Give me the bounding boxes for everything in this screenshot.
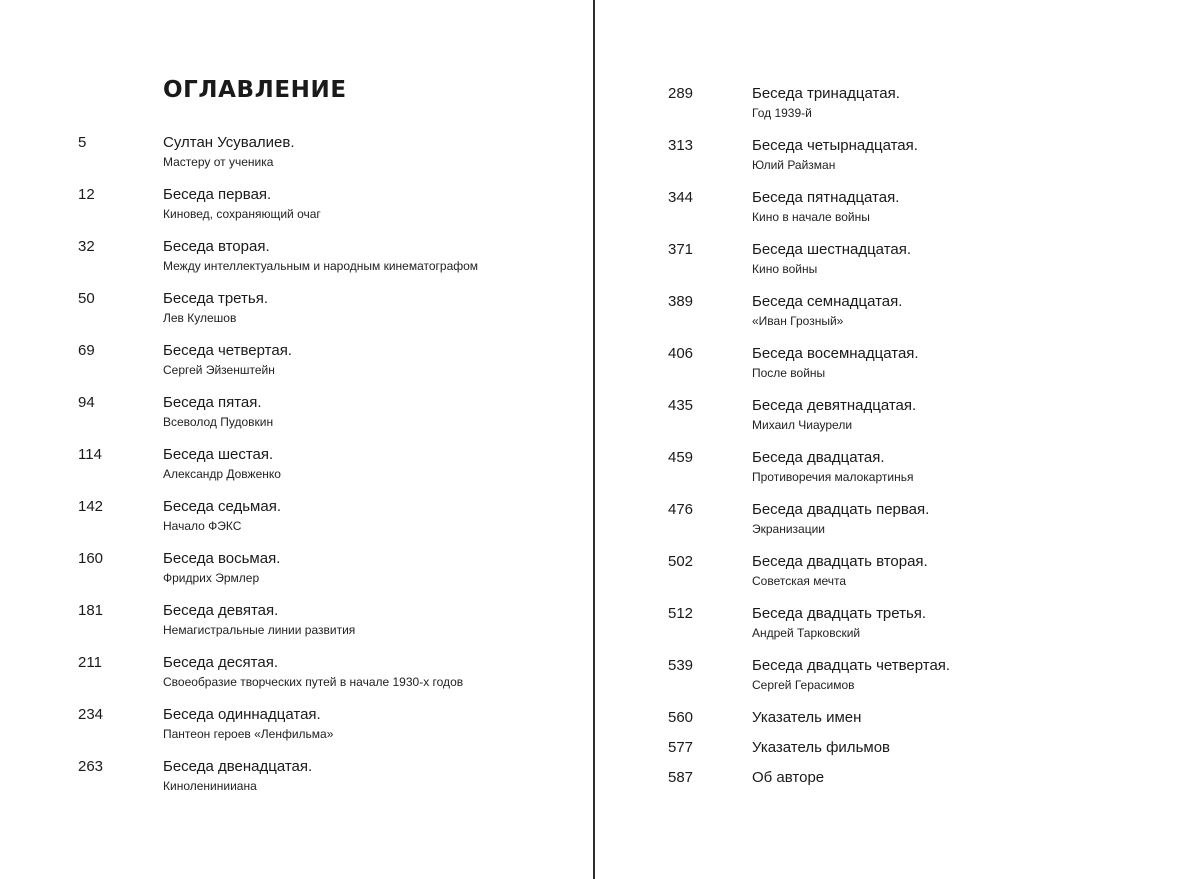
toc-entry-subtitle: Киновед, сохраняющий очаг [163, 207, 321, 221]
toc-entry-subtitle: Юлий Райзман [752, 158, 836, 172]
toc-page-number: 12 [78, 186, 95, 203]
toc-entry-subtitle: Между интеллектуальным и народным кинематографом [163, 259, 479, 273]
toc-entry-subtitle: Год 1939-й [752, 106, 812, 120]
toc-page-number: 142 [78, 498, 104, 515]
toc-page-number: 160 [78, 550, 104, 567]
toc-entry-subtitle: Пантеон героев «Ленфильма» [163, 727, 334, 741]
toc-page-number: 587 [668, 769, 694, 786]
toc-entry-subtitle: Немагистральные линии развития [163, 623, 356, 637]
toc-entry-title: Указатель фильмов [752, 739, 891, 756]
toc-page-number: 371 [668, 241, 694, 258]
toc-entry-title: Беседа девятнадцатая. [752, 397, 917, 414]
toc-page-number: 94 [78, 394, 95, 411]
toc-entry-title: Указатель имен [752, 709, 862, 726]
toc-entry-subtitle: Противоречия малокартинья [752, 470, 914, 484]
page-title: ОГЛАВЛЕНИЕ [163, 77, 347, 103]
toc-entry-subtitle: Сергей Эйзенштейн [163, 363, 275, 377]
toc-entry-subtitle: Начало ФЭКС [163, 519, 242, 533]
toc-page-number: 263 [78, 758, 104, 775]
toc-entry-subtitle: Андрей Тарковский [752, 626, 861, 640]
toc-page-number: 539 [668, 657, 694, 674]
toc-entry-title: Беседа пятнадцатая. [752, 189, 900, 206]
toc-page-number: 181 [78, 602, 104, 619]
toc-page-number: 502 [668, 553, 694, 570]
toc-page-number: 313 [668, 137, 694, 154]
toc-entry-subtitle: Кино в начале войны [752, 210, 870, 224]
toc-entry-title: Беседа пятая. [163, 394, 262, 411]
toc-entry-subtitle: Всеволод Пудовкин [163, 415, 274, 429]
toc-page-number: 459 [668, 449, 694, 466]
toc-page-number: 435 [668, 397, 694, 414]
toc-page-number: 577 [668, 739, 694, 756]
toc-page-number: 5 [78, 134, 87, 151]
toc-entry-title: Беседа двадцатая. [752, 449, 885, 466]
toc-entry-subtitle: Александр Довженко [163, 467, 281, 481]
toc-entry-title: Беседа семнадцатая. [752, 293, 903, 310]
toc-entry-title: Беседа первая. [163, 186, 272, 203]
toc-page-number: 32 [78, 238, 95, 255]
toc-entry-title: Беседа двенадцатая. [163, 758, 313, 775]
toc-entry-title: Беседа восьмая. [163, 550, 281, 567]
toc-entry-subtitle: Лев Кулешов [163, 311, 237, 325]
toc-entry-subtitle: Фридрих Эрмлер [163, 571, 260, 585]
toc-page-number: 476 [668, 501, 694, 518]
toc-entry-title: Беседа четырнадцатая. [752, 137, 918, 154]
page-divider [593, 0, 595, 879]
toc-entry-subtitle: Киноленинииана [163, 779, 257, 793]
toc-page-number: 50 [78, 290, 95, 307]
toc-page-number: 211 [78, 654, 102, 671]
toc-entry-subtitle: Сергей Герасимов [752, 678, 855, 692]
toc-entry-title: Об авторе [752, 769, 825, 786]
toc-entry-title: Беседа четвертая. [163, 342, 292, 359]
toc-page-number: 69 [78, 342, 95, 359]
toc-entry-title: Беседа десятая. [163, 654, 279, 671]
toc-entry-title: Беседа девятая. [163, 602, 279, 619]
toc-entry-title: Беседа шестая. [163, 446, 274, 463]
toc-entry-subtitle: «Иван Грозный» [752, 314, 844, 328]
toc-page-number: 389 [668, 293, 694, 310]
toc-page-number: 406 [668, 345, 694, 362]
toc-entry-title: Беседа одиннадцатая. [163, 706, 321, 723]
toc-entry-title: Беседа двадцать вторая. [752, 553, 928, 570]
toc-entry-title: Беседа двадцать третья. [752, 605, 927, 622]
toc-page-number: 234 [78, 706, 104, 723]
toc-entry-title: Султан Усувалиев. [163, 134, 295, 151]
toc-entry-subtitle: Михаил Чиаурели [752, 418, 853, 432]
toc-entry-title: Беседа восемнадцатая. [752, 345, 919, 362]
toc-entry-title: Беседа двадцать первая. [752, 501, 930, 518]
toc-entry-title: Беседа тринадцатая. [752, 85, 900, 102]
toc-page-number: 344 [668, 189, 694, 206]
toc-entry-title: Беседа двадцать четвертая. [752, 657, 951, 674]
toc-entry-title: Беседа третья. [163, 290, 268, 307]
toc-page-number: 289 [668, 85, 694, 102]
toc-page-number: 512 [668, 605, 694, 622]
toc-entry-subtitle: Мастеру от ученика [163, 155, 274, 169]
toc-entry-subtitle: После войны [752, 366, 826, 380]
toc-entry-subtitle: Экранизации [752, 522, 826, 536]
toc-entry-subtitle: Своеобразие творческих путей в начале 1930-х годов [163, 675, 464, 689]
toc-page-number: 114 [78, 446, 102, 463]
toc-entry-title: Беседа седьмая. [163, 498, 281, 515]
toc-entry-title: Беседа шестнадцатая. [752, 241, 912, 258]
toc-entry-subtitle: Кино войны [752, 262, 818, 276]
toc-page-number: 560 [668, 709, 694, 726]
toc-entry-subtitle: Советская мечта [752, 574, 847, 588]
toc-entry-title: Беседа вторая. [163, 238, 270, 255]
